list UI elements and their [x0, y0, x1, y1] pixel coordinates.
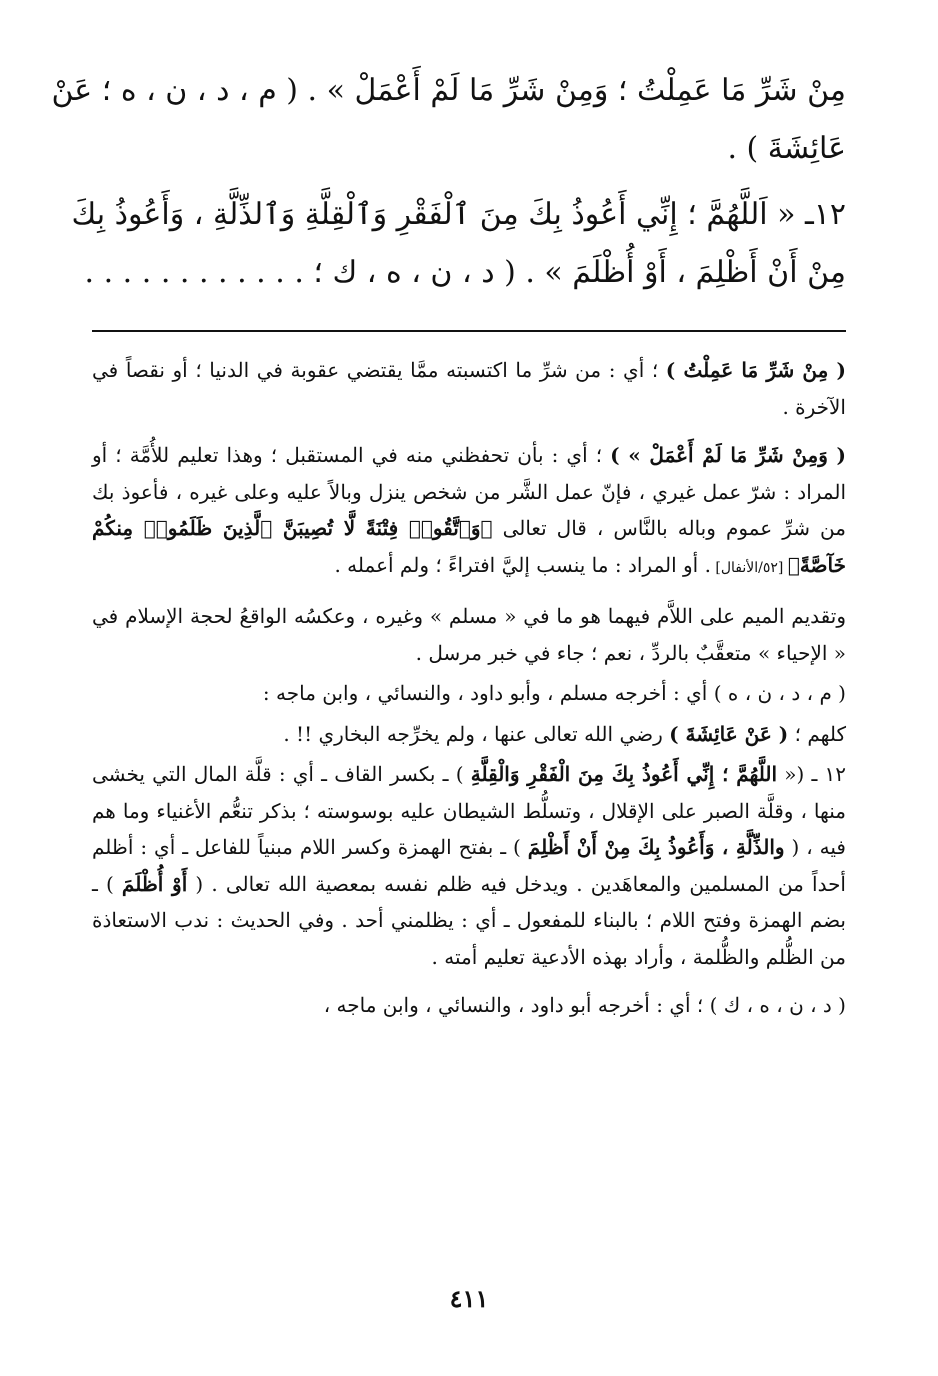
note-2-body-b: . أو المراد : ما ينسب إليَّ افتراءً ؛ ولم أعمله . [334, 552, 711, 577]
quran-reference: [٥٢/الأنفال] [710, 559, 788, 576]
note-6-body-a: ١٢ ـ (« [777, 762, 846, 786]
note-paragraph-1 [92, 352, 846, 425]
hadith-text [51, 62, 846, 302]
note-4-body: ( م ، د ، ن ، ه ) أي : أخرجه مسلم ، وأبو داود ، والنسائي ، وابن ماجه : [262, 681, 846, 705]
note-paragraph-7 [92, 987, 846, 1024]
note-5-body-b: رضي الله تعالى عنها ، ولم يخرِّجه البخاري !! . [283, 721, 670, 746]
note-paragraph-5 [92, 716, 846, 753]
note-2-body-a: ؛ أي : بأن تحفظني منه في المستقبل ؛ وهذا تعليم للأُمَّة ؛ أو المراد : شرّ عمل غيري ، فإنّ عمل الشَّر من شخص ينزل وبالاً عليه وعلى غيره ، فأعوذ بك من شرِّ عموم وباله بالنَّاس ، قال تعالى [92, 443, 846, 540]
hadith-line-3: ١٢ـ « اَللَّهُمَّ ؛ إِنِّي أَعُوذُ بِكَ مِنَ ٱلْفَقْرِ وَٱلْقِلَّةِ وَٱلذِّلَّةِ ، وَأَعُوذُ بِكَ [71, 197, 846, 232]
section-divider [92, 330, 846, 332]
hadith-line-1: مِنْ شَرِّ مَا عَمِلْتُ ؛ وَمِنْ شَرِّ مَا لَمْ أَعْمَلْ » . ( م ، د ، ن ، ه ؛ عَنْ [51, 73, 846, 108]
note-6-lemma-a: اللَّهُمَّ ؛ إِنِّي أَعُوذُ بِكَ مِنَ الْفَقْرِ وَالْقِلَّةِ [470, 762, 778, 786]
note-1-body: ؛ أي : من شرِّ ما اكتسبته ممَّا يقتضي عقوبة في الدنيا ؛ أو نقصاً في الآخرة . [92, 358, 846, 419]
note-paragraph-6 [92, 756, 846, 975]
note-6-body-d: ) ـ بضم الهمزة وفتح اللام ؛ بالبناء للمفعول ـ أي : يظلمني أحد . وفي الحديث : ندب الاستعاذة من الظُّلم والظُّلمة ، وأراد بهذه الأدعية تعليم أمته . [92, 871, 846, 969]
note-6-body-c: ) ـ بفتح الهمزة وكسر اللام مبنياً للفاعل ـ أي : أظلم أحداً من المسلمين والمعاهَدين . ويدخل فيه ظلم نفسه بمعصية الله تعالى . ( [92, 835, 846, 896]
note-6-body-b: ) ـ بكسر القاف ـ أي : قلَّة المال التي يخشى منها ، وقلَّة الصبر على الإقلال ، وتسلُّط الشيطان عليه بوسوسته ؛ بذكر تنعُّم الأغنياء وما هم فيه ، ( [92, 762, 846, 859]
book-page [51, 0, 847, 1376]
page-number: ٤١١ [449, 1284, 489, 1313]
note-paragraph-4 [92, 675, 846, 712]
note-paragraph-2 [92, 437, 846, 586]
note-5-lemma: ( عَنْ عَائِشَةَ ) [669, 721, 789, 746]
note-2-lemma: ( وَمِنْ شَرِّ مَا لَمْ أَعْمَلْ » ) [610, 443, 847, 467]
note-6-lemma-b: والذِّلَّةِ ، وَأَعُوذُ بِكَ مِنْ أَنْ أَظْلِمَ [527, 835, 785, 859]
hadith-line-2: عَائِشَةَ ) . [727, 131, 846, 166]
hadith-line-4: مِنْ أَنْ أَظْلِمَ ، أَوْ أُظْلَمَ » . ( د ، ن ، ه ، ك ؛ . . . . . . . . . . . . [84, 255, 846, 290]
note-paragraph-3 [92, 598, 846, 671]
quran-verse: ﴿وَٱتَّقُوا۟ فِتْنَةً لَّا تُصِيبَنَّ ٱلَّذِينَ ظَلَمُوا۟ مِنكُمْ خَآصَّةً﴾ [92, 516, 846, 577]
note-5-body-a: كلهم ؛ [788, 721, 846, 746]
note-1-lemma: ( مِنْ شَرِّ مَا عَمِلْتُ ) [665, 358, 846, 382]
note-6-lemma-c: أَوْ أُظْلَمَ [121, 871, 188, 896]
commentary [92, 352, 846, 1036]
note-7-body: ( د ، ن ، ه ، ك ) ؛ أي : أخرجه أبو داود ، والنسائي ، وابن ماجه ، [323, 993, 846, 1017]
note-3-body: وتقديم الميم على اللاَّم فيهما هو ما في « مسلم » وغيره ، وعكسُه الواقعُ لحجة الإسلام في « الإحياء » متعقَّبٌ بالردِّ ، نعم ؛ جاء في خبر مرسل . [92, 604, 847, 665]
